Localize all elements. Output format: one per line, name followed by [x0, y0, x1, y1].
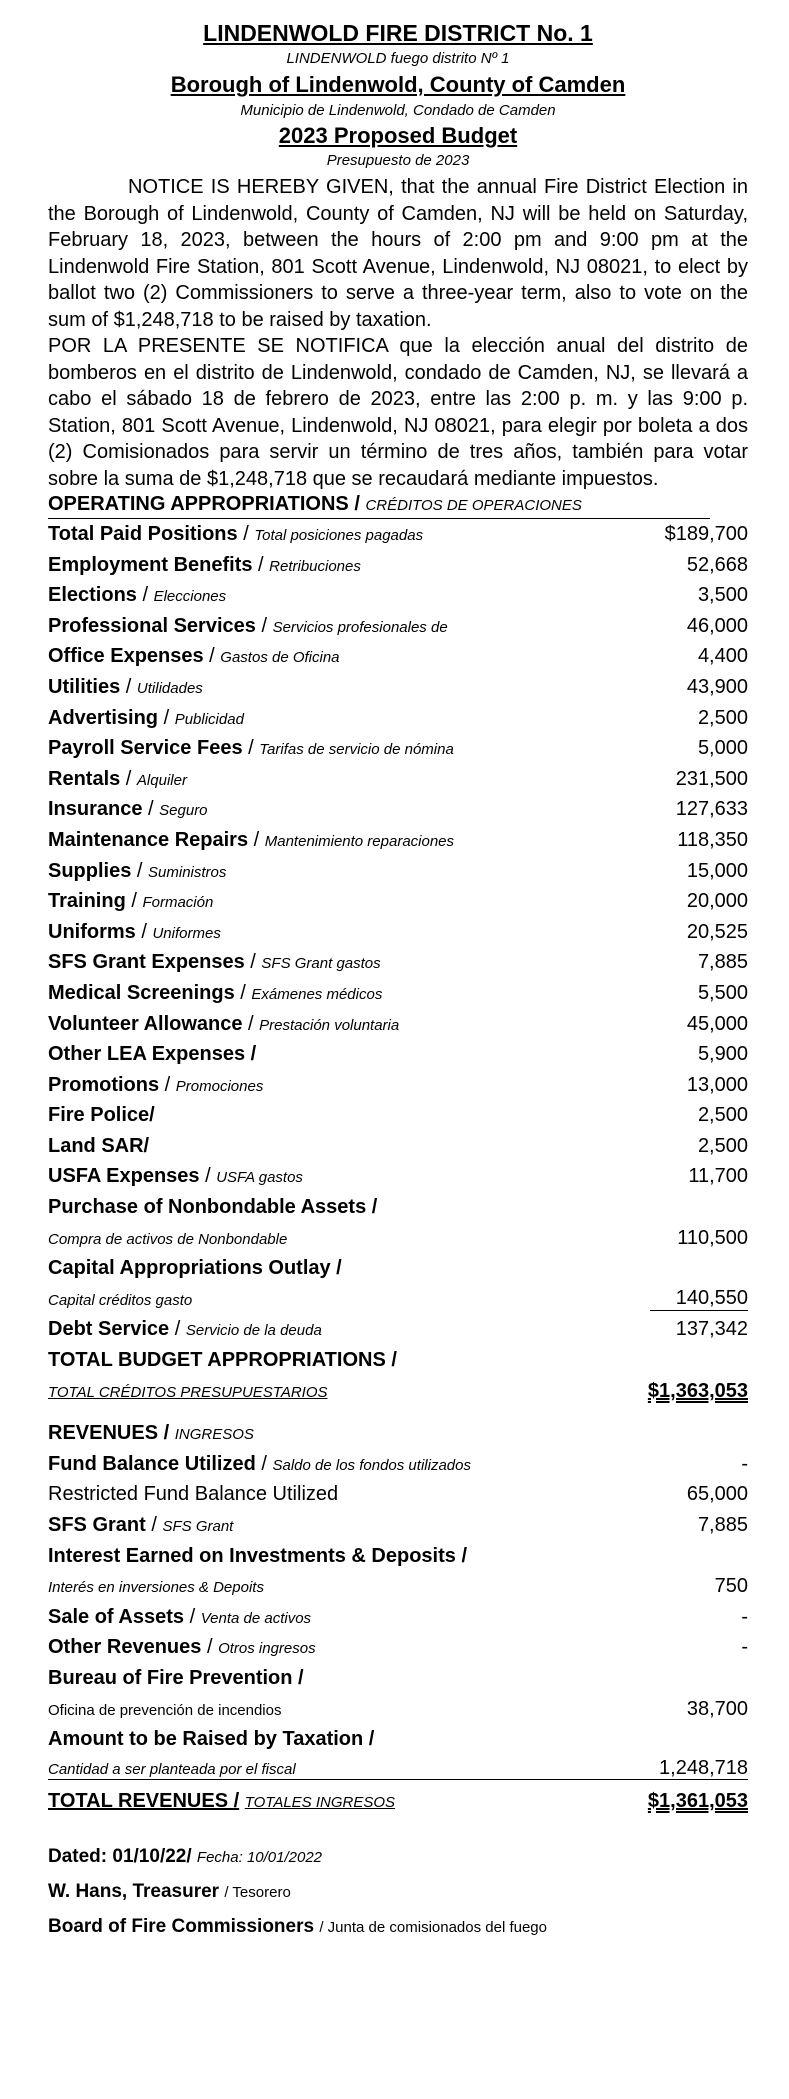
appropriation-row: Insurance / Seguro 127,633 [48, 794, 748, 825]
appropriation-row: Volunteer Allowance / Prestación voluntaria 45,000 [48, 1009, 748, 1040]
sfs-grant-label: SFS Grant [48, 1514, 146, 1536]
appropriation-label: SFS Grant Expenses [48, 951, 245, 974]
total-revenues-es: TOTALES INGRESOS [244, 1793, 396, 1811]
appropriation-label: Uniforms [48, 920, 136, 943]
appropriation-label-es: Tarifas de servicio de nómina [259, 741, 454, 759]
appropriation-label: Medical Screenings [48, 981, 235, 1004]
operating-heading-label: OPERATING APPROPRIATIONS / [48, 493, 360, 515]
appropriation-label-es: SFS Grant gastos [261, 955, 381, 973]
appropriation-amount: 43,900 [686, 675, 748, 698]
appropriation-label: Employment Benefits [48, 553, 253, 576]
appropriation-row [48, 1131, 748, 1162]
notice-spanish: POR LA PRESENTE SE NOTIFICA que la elección anual del distrito de bomberos en el distrito de Lindenwold, condado de Camden, NJ, se llevará a cabo el sábado 18 de febrero de 2023, entre las 2:00 p. m. y las 9:00 p. Station, 801 Scott Avenue, Lindenwold, NJ 08021, para elegir por boleta a dos (2) Comisionados para servir un término de tres años, también para votar sobre la suma de $1,248,718 que se recaudará mediante impuestos. [48, 335, 748, 490]
signature-block [48, 1840, 748, 1945]
appropriation-label: Training [48, 890, 126, 913]
appropriation-amount: 5,500 [697, 981, 748, 1004]
taxation-es: Cantidad a ser planteada por el fiscal [48, 1760, 296, 1778]
appropriation-amount: 118,350 [677, 828, 748, 851]
appropriation-row: Elections / Elecciones 3,500 [48, 580, 748, 611]
appropriation-label-es: Utilidades [136, 679, 203, 697]
appropriation-label: Fire Police/ [48, 1104, 155, 1127]
appropriation-label: Elections [48, 584, 137, 607]
fund-balance-row: Fund Balance Utilized / Saldo de los fondos utilizados - [48, 1449, 748, 1480]
appropriation-label: Rentals [48, 767, 121, 790]
appropriation-amount: 2,500 [697, 1104, 748, 1127]
appropriation-label: USFA Expenses [48, 1165, 200, 1188]
total-revenues-row [48, 1786, 748, 1817]
appropriation-amount: 5,900 [697, 1043, 748, 1066]
appropriation-row: Supplies / Suministros 15,000 [48, 856, 748, 887]
board-name: Board of Fire Commissioners [48, 1916, 315, 1938]
appropriation-label: Advertising [48, 706, 159, 729]
operating-rows [48, 519, 748, 1192]
bureau-label: Bureau of Fire Prevention / [48, 1666, 304, 1689]
appropriation-row [48, 1039, 748, 1070]
appropriation-label: Promotions [48, 1073, 160, 1096]
appropriation-label: Professional Services [48, 614, 256, 637]
restricted-label: Restricted Fund Balance Utilized [48, 1483, 339, 1506]
nonbondable-row [48, 1192, 748, 1223]
debt-es: Servicio de la deuda [185, 1322, 322, 1340]
borough-title: Borough of Lindenwold, County of Camden [170, 72, 626, 97]
dated-label: Dated: 01/10/22/ [48, 1846, 192, 1868]
appropriation-row: Payroll Service Fees / Tarifas de servicio de nómina 5,000 [48, 733, 748, 764]
appropriation-row: Employment Benefits / Retribuciones 52,668 [48, 550, 748, 581]
document-header [48, 18, 748, 172]
revenues-heading-label: REVENUES / [48, 1422, 170, 1445]
board-es: / Junta de comisionados del fuego [319, 1919, 547, 1937]
borough-title-es: Municipio de Lindenwold, Condado de Camden [240, 102, 556, 119]
treasurer-es: / Tesorero [224, 1884, 291, 1902]
appropriation-row: Training / Formación 20,000 [48, 886, 748, 917]
appropriation-label-es: Exámenes médicos [251, 985, 383, 1003]
appropriation-row [48, 1100, 748, 1131]
revenues-heading-es: INGRESOS [174, 1426, 254, 1444]
appropriation-label: Office Expenses [48, 645, 204, 668]
district-title: LINDENWOLD FIRE DISTRICT No. 1 [203, 20, 593, 46]
appropriation-amount: 45,000 [686, 1012, 748, 1035]
appropriation-label-es: Publicidad [174, 710, 244, 728]
appropriation-amount: 46,000 [686, 614, 748, 637]
appropriation-amount: 11,700 [688, 1165, 748, 1188]
nonbondable-label: Purchase of Nonbondable Assets / [48, 1196, 378, 1219]
budget-notice [48, 18, 748, 1945]
appropriation-label: Utilities [48, 675, 121, 698]
fund-balance-amount: - [741, 1452, 748, 1475]
appropriation-label-es: Servicios profesionales de [272, 618, 448, 636]
budget-title: 2023 Proposed Budget [278, 123, 518, 148]
appropriation-label-es: Total posiciones pagadas [254, 527, 424, 544]
operating-heading [48, 492, 710, 519]
appropriation-label-es: Formación [142, 894, 214, 912]
revenues-heading [48, 1418, 748, 1449]
appropriation-amount: 3,500 [697, 584, 748, 607]
appropriation-row: Medical Screenings / Exámenes médicos 5,500 [48, 978, 748, 1009]
sfs-grant-es: SFS Grant [162, 1518, 234, 1535]
fund-balance-label: Fund Balance Utilized [48, 1452, 256, 1475]
board-line [48, 1910, 748, 1945]
appropriation-amount: $189,700 [664, 523, 748, 545]
capital-amount: 140,550 [650, 1286, 748, 1311]
appropriation-label: Volunteer Allowance [48, 1012, 243, 1035]
treasurer-name: W. Hans, Treasurer [48, 1881, 220, 1903]
debt-row: Debt Service / Servicio de la deuda 137,342 [48, 1314, 748, 1345]
appropriation-amount: 127,633 [675, 798, 748, 821]
appropriation-amount: 231,500 [675, 767, 748, 790]
appropriation-label: Total Paid Positions [48, 523, 238, 545]
appropriation-row: Total Paid Positions / Total posiciones pagadas $189,700 [48, 519, 748, 550]
other-revenues-row: Other Revenues / Otros ingresos - [48, 1632, 748, 1663]
appropriation-amount: 52,668 [686, 553, 748, 576]
total-appropriations-amount: $1,363,053 [647, 1379, 748, 1402]
appropriation-amount: 15,000 [686, 859, 748, 882]
appropriation-amount: 20,525 [686, 920, 748, 943]
appropriation-label-es: Elecciones [153, 588, 227, 606]
sale-assets-es: Venta de activos [200, 1609, 312, 1627]
interest-row [48, 1541, 748, 1572]
taxation-label: Amount to be Raised by Taxation / [48, 1728, 375, 1751]
appropriation-label-es: Seguro [159, 802, 208, 820]
notice-english: NOTICE IS HEREBY GIVEN, that the annual Fire District Election in the Borough of Lindenwold, County of Camden, NJ will be held on Saturday, February 18, 2023, between the hours of 2:00 pm and 9:00 pm at the Lindenwold Fire Station, 801 Scott Avenue, Lindenwold, NJ 08021, to elect by ballot two (2) Commissioners to serve a three-year term, also to vote on the sum of $1,248,718 to be raised by taxation. [48, 176, 748, 331]
nonbondable-amount: 110,500 [677, 1226, 748, 1249]
appropriation-label-es: Promociones [175, 1077, 264, 1095]
bureau-es: Oficina de prevención de incendios [48, 1701, 282, 1719]
sale-assets-label: Sale of Assets [48, 1605, 184, 1628]
appropriation-amount: 13,000 [686, 1073, 748, 1096]
appropriation-label-es: Uniformes [152, 924, 221, 942]
sale-assets-amount: - [741, 1605, 748, 1628]
appropriation-row: Promotions / Promociones 13,000 [48, 1070, 748, 1101]
appropriation-row: SFS Grant Expenses / SFS Grant gastos 7,885 [48, 947, 748, 978]
nonbondable-es: Compra de activos de Nonbondable [48, 1230, 288, 1248]
interest-es: Interés en inversiones & Depoits [48, 1579, 264, 1597]
appropriation-row: Office Expenses / Gastos de Oficina 4,400 [48, 641, 748, 672]
treasurer-line [48, 1875, 748, 1910]
bureau-amount: 38,700 [686, 1697, 748, 1720]
other-revenues-label: Other Revenues [48, 1636, 202, 1659]
other-revenues-es: Otros ingresos [218, 1640, 316, 1658]
appropriation-label-es: USFA gastos [216, 1169, 303, 1187]
taxation-amount: 1,248,718 [659, 1756, 748, 1779]
appropriation-label-es: Prestación voluntaria [259, 1016, 400, 1034]
debt-amount: 137,342 [675, 1318, 748, 1341]
appropriation-amount: 4,400 [697, 645, 748, 668]
sfs-grant-amount: 7,885 [697, 1514, 748, 1536]
appropriation-row: Maintenance Repairs / Mantenimiento reparaciones 118,350 [48, 825, 748, 856]
budget-title-es: Presupuesto de 2023 [326, 152, 470, 169]
capital-label: Capital Appropriations Outlay / [48, 1257, 342, 1280]
appropriation-row: Uniforms / Uniformes 20,525 [48, 917, 748, 948]
appropriation-amount: 20,000 [686, 890, 748, 913]
debt-label: Debt Service [48, 1318, 170, 1341]
taxation-es-row [48, 1755, 748, 1780]
appropriation-label: Maintenance Repairs [48, 828, 249, 851]
capital-es-row [48, 1284, 748, 1315]
total-appropriations-row [48, 1345, 748, 1376]
capital-es: Capital créditos gasto [48, 1291, 193, 1309]
interest-amount: 750 [714, 1575, 748, 1598]
sale-assets-row: Sale of Assets / Venta de activos - [48, 1602, 748, 1633]
appropriation-amount: 7,885 [697, 951, 748, 974]
dated-line [48, 1840, 748, 1875]
appropriation-label: Insurance [48, 798, 143, 821]
capital-row [48, 1253, 748, 1284]
nonbondable-es-row [48, 1223, 748, 1254]
fund-balance-es: Saldo de los fondos utilizados [272, 1456, 471, 1474]
operating-table [48, 519, 748, 1406]
operating-heading-es: CRÉDITOS DE OPERACIONES [365, 497, 582, 514]
appropriation-label-es: Suministros [148, 863, 227, 881]
taxation-row [48, 1724, 748, 1755]
interest-es-row [48, 1571, 748, 1602]
appropriation-amount: 2,500 [697, 706, 748, 729]
appropriation-row: Utilities / Utilidades 43,900 [48, 672, 748, 703]
district-title-es: LINDENWOLD fuego distrito Nº 1 [286, 50, 510, 67]
appropriation-row: Rentals / Alquiler 231,500 [48, 764, 748, 795]
restricted-amount: 65,000 [686, 1483, 748, 1506]
total-appropriations-es: TOTAL CRÉDITOS PRESUPUESTARIOS [48, 1383, 328, 1401]
other-revenues-amount: - [741, 1636, 748, 1659]
revenues-table [48, 1418, 748, 1816]
appropriation-row: USFA Expenses / USFA gastos 11,700 [48, 1161, 748, 1192]
interest-label: Interest Earned on Investments & Deposits / [48, 1544, 467, 1567]
total-appropriations-es-row [48, 1376, 748, 1407]
appropriation-label: Supplies [48, 859, 132, 882]
appropriation-label: Other LEA Expenses / [48, 1043, 257, 1066]
appropriation-amount: 2,500 [697, 1134, 748, 1157]
total-appropriations-label: TOTAL BUDGET APPROPRIATIONS / [48, 1349, 397, 1372]
bureau-es-row [48, 1694, 748, 1725]
dated-es: Fecha: 10/01/2022 [196, 1849, 323, 1867]
appropriation-label-es: Alquiler [136, 771, 187, 789]
appropriation-label-es: Mantenimiento reparaciones [264, 832, 455, 850]
appropriation-amount: 5,000 [697, 737, 748, 760]
appropriation-row: Advertising / Publicidad 2,500 [48, 703, 748, 734]
sfs-grant-row: SFS Grant / SFS Grant 7,885 [48, 1510, 748, 1541]
appropriation-label-es: Gastos de Oficina [220, 649, 340, 667]
appropriation-label-es: Retribuciones [269, 557, 361, 575]
bureau-row [48, 1663, 748, 1694]
total-revenues-label: TOTAL REVENUES / [48, 1789, 240, 1812]
appropriation-row: Professional Services / Servicios profesionales de 46,000 [48, 611, 748, 642]
total-revenues-amount: $1,361,053 [647, 1789, 748, 1812]
restricted-row [48, 1479, 748, 1510]
appropriation-label: Land SAR/ [48, 1134, 150, 1157]
appropriation-label: Payroll Service Fees [48, 737, 243, 760]
